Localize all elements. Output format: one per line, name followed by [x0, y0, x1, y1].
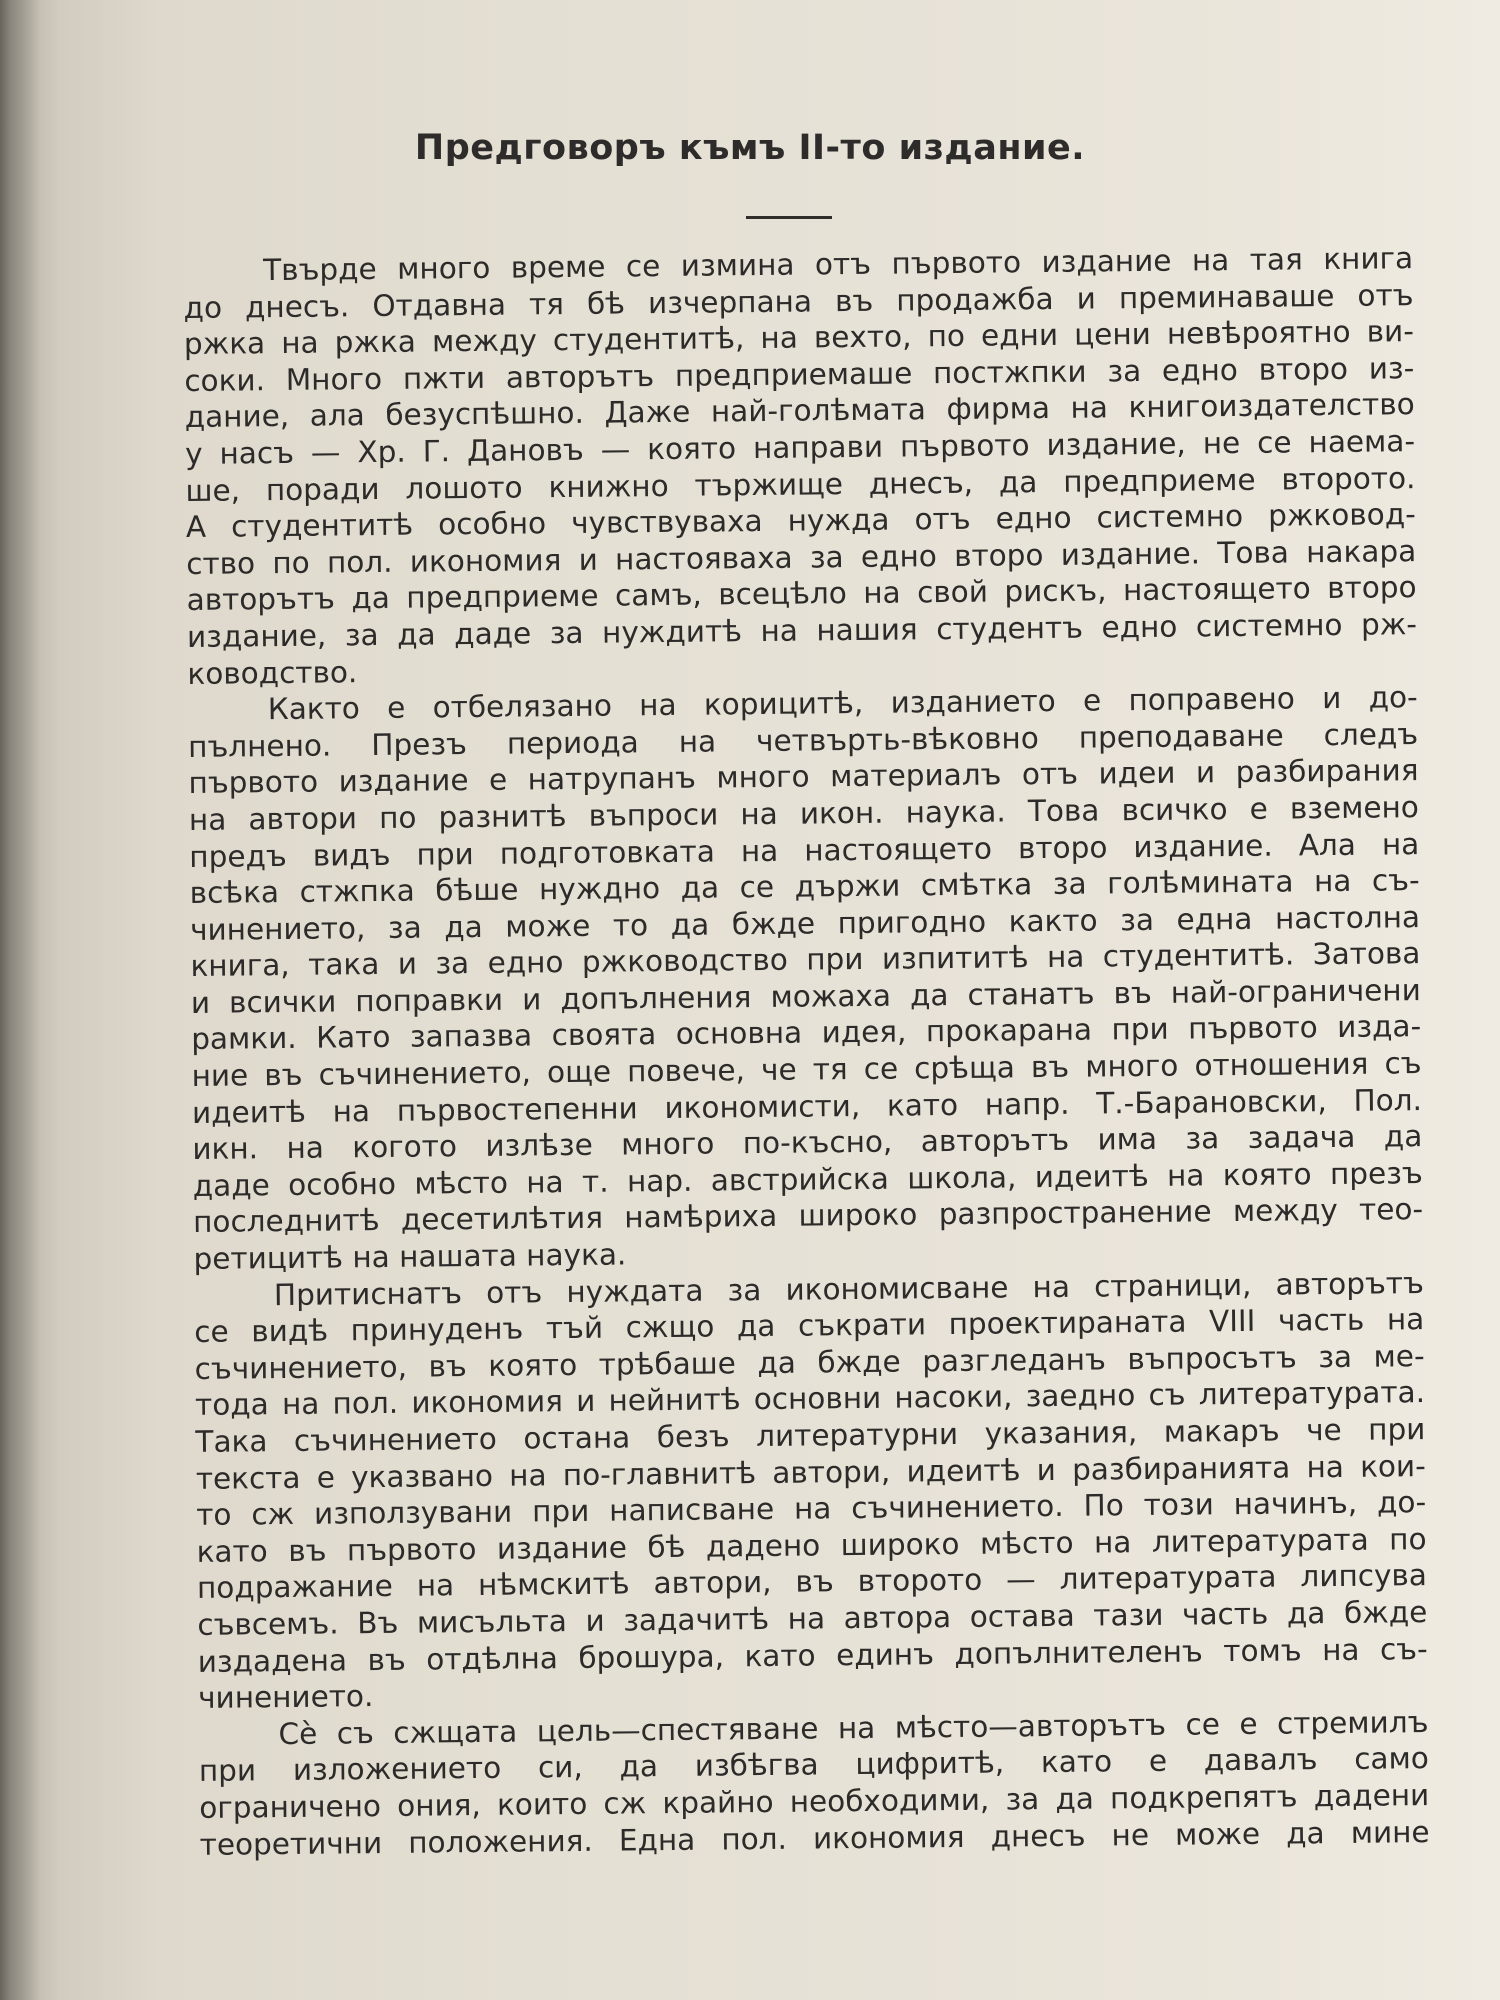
text-line: идеитѣ на първостепенни икономисти, като напр. Т.-Барановски, Пол. [191, 1082, 1423, 1130]
text-line: текста е указвано на по-главнитѣ автори, идеитѣ и разбиранията на кои- [195, 1448, 1426, 1496]
text-line: ретицитѣ на нашата наука. [193, 1237, 627, 1276]
text-line: то сж използувани при написване на съчинението. По този начинъ, до- [196, 1485, 1427, 1533]
text-line: ство по пол. икономия и настояваха за едно второ издание. Това накара [186, 533, 1417, 581]
preface-body [183, 240, 1430, 1863]
text-line: съвсемъ. Въ мисъльта и задачитѣ на автора остава тази часть да бжде [197, 1595, 1428, 1642]
text-line: ние въ съчинението, още повече, че тя се срѣща въ много отношения съ [191, 1046, 1422, 1094]
paragraph-3 [194, 1265, 1429, 1717]
text-line: икн. на когото излѣзе много по-късно, авторътъ има за задача да [192, 1119, 1423, 1167]
page-gutter-shadow [0, 0, 40, 2000]
text-line: всѣка стжпка бѣше нуждно да се държи смѣтка за голѣмината на съ- [189, 863, 1420, 911]
text-line: тода на пол. икономия и нейнитѣ основни насоки, заедно съ литературата. [194, 1375, 1426, 1423]
text-line: А студентитѣ особно чувствуваха нужда отъ едно системно ржковод- [185, 497, 1416, 545]
text-line: ше, поради лошото книжно тържище днесъ, да предприеме второто. [185, 460, 1416, 508]
text-line: подражание на нѣмскитѣ автори, въ второто — литературата липсува [196, 1558, 1428, 1606]
text-line: при изложението си, да избѣгва цифритѣ, като е давалъ само [198, 1741, 1430, 1789]
text-line: Твърде много време се измина отъ първото издание на тая книга [263, 241, 1414, 288]
text-line: първото издание е натрупанъ много материалъ отъ идеи и разбирания [188, 753, 1419, 801]
text-line: и всички поправки и допълнения можаха да станатъ въ най-ограничени [190, 972, 1421, 1020]
text-line: на автори по разнитѣ въпроси на икон. наука. Това всичко е вземено [188, 789, 1420, 837]
text-line: ководство. [187, 654, 358, 691]
text-line: ограничено ония, които сж крайно необходими, за да подкрепятъ дадени [199, 1777, 1430, 1825]
text-line: Така съчинението остана безъ литературни указания, макаръ че при [195, 1412, 1426, 1459]
text-line: чинението. [197, 1679, 374, 1716]
text-line: Притиснатъ отъ нуждата за икономисване на страници, авторътъ [273, 1265, 1425, 1312]
page-title: Предговоръ къмъ II-то издание. [414, 128, 1086, 168]
text-line: Сѐ съ сжщата цель—спестяване на мѣсто—авторътъ се е стремилъ [278, 1704, 1429, 1751]
paragraph-2 [188, 679, 1424, 1277]
text-line: книга, така и за едно ржководство при изпититѣ на студентитѣ. Затова [190, 936, 1421, 984]
paragraph-1 [183, 240, 1418, 692]
text-line: теоретични положения. Една пол. икономия днесъ не може да мине [199, 1814, 1430, 1862]
text-line: соки. Много пжти авторътъ предприемаше постжпки за едно второ из- [184, 350, 1415, 398]
text-line: до днесъ. Отдавна тя бѣ изчерпана въ продажба и преминаваше отъ [183, 277, 1414, 325]
text-line: последнитѣ десетилѣтия намѣриха широко разпространение между тео- [192, 1192, 1424, 1240]
text-line: у насъ — Хр. Г. Дановъ — която направи първото издание, не се наема- [184, 424, 1416, 471]
text-line: издание, за да даде за нуждитѣ на нашия студентъ едно системно рж- [186, 607, 1418, 654]
text-line: рамки. Като запазва своята основна идея, прокарана при първото изда- [191, 1009, 1422, 1057]
text-line: съчинението, въ която трѣбаше да бжде разгледанъ въпросътъ за ме- [194, 1338, 1425, 1386]
text-line: издадена въ отдѣлна брошура, като единъ допълнителенъ томъ на съ- [197, 1631, 1428, 1679]
text-line: чинението, за да може то да бжде пригодно както за една настолна [189, 899, 1421, 947]
text-line: ржка на ржка между студентитѣ, на вехто, по едни цени невѣроятно ви- [183, 314, 1415, 362]
text-line: авторътъ да предприеме самъ, всецѣло на свой рискъ, настоящето второ [186, 570, 1417, 618]
text-line: пълнено. Презъ периода на четвърть-вѣковно преподаване следъ [187, 716, 1419, 764]
text-line: даде особно мѣсто на т. нар. австрийска школа, идеитѣ на която презъ [192, 1155, 1423, 1203]
paragraph-4 [198, 1704, 1429, 1863]
text-line: предъ видъ при подготовката на настоящето второ издание. Ала на [189, 826, 1420, 874]
text-line: като въ първото издание бѣ дадено широко мѣсто на литературата по [196, 1521, 1427, 1569]
text-line: дание, ала безуспѣшно. Даже най-голѣмата фирма на книгоиздателство [184, 387, 1415, 435]
text-line: Както е отбелязано на корицитѣ, изданието е поправено и до- [267, 680, 1418, 727]
text-line: се видѣ принуденъ тъй сжщо да съкрати проектираната VIII часть на [194, 1302, 1425, 1350]
title-divider [746, 216, 832, 219]
